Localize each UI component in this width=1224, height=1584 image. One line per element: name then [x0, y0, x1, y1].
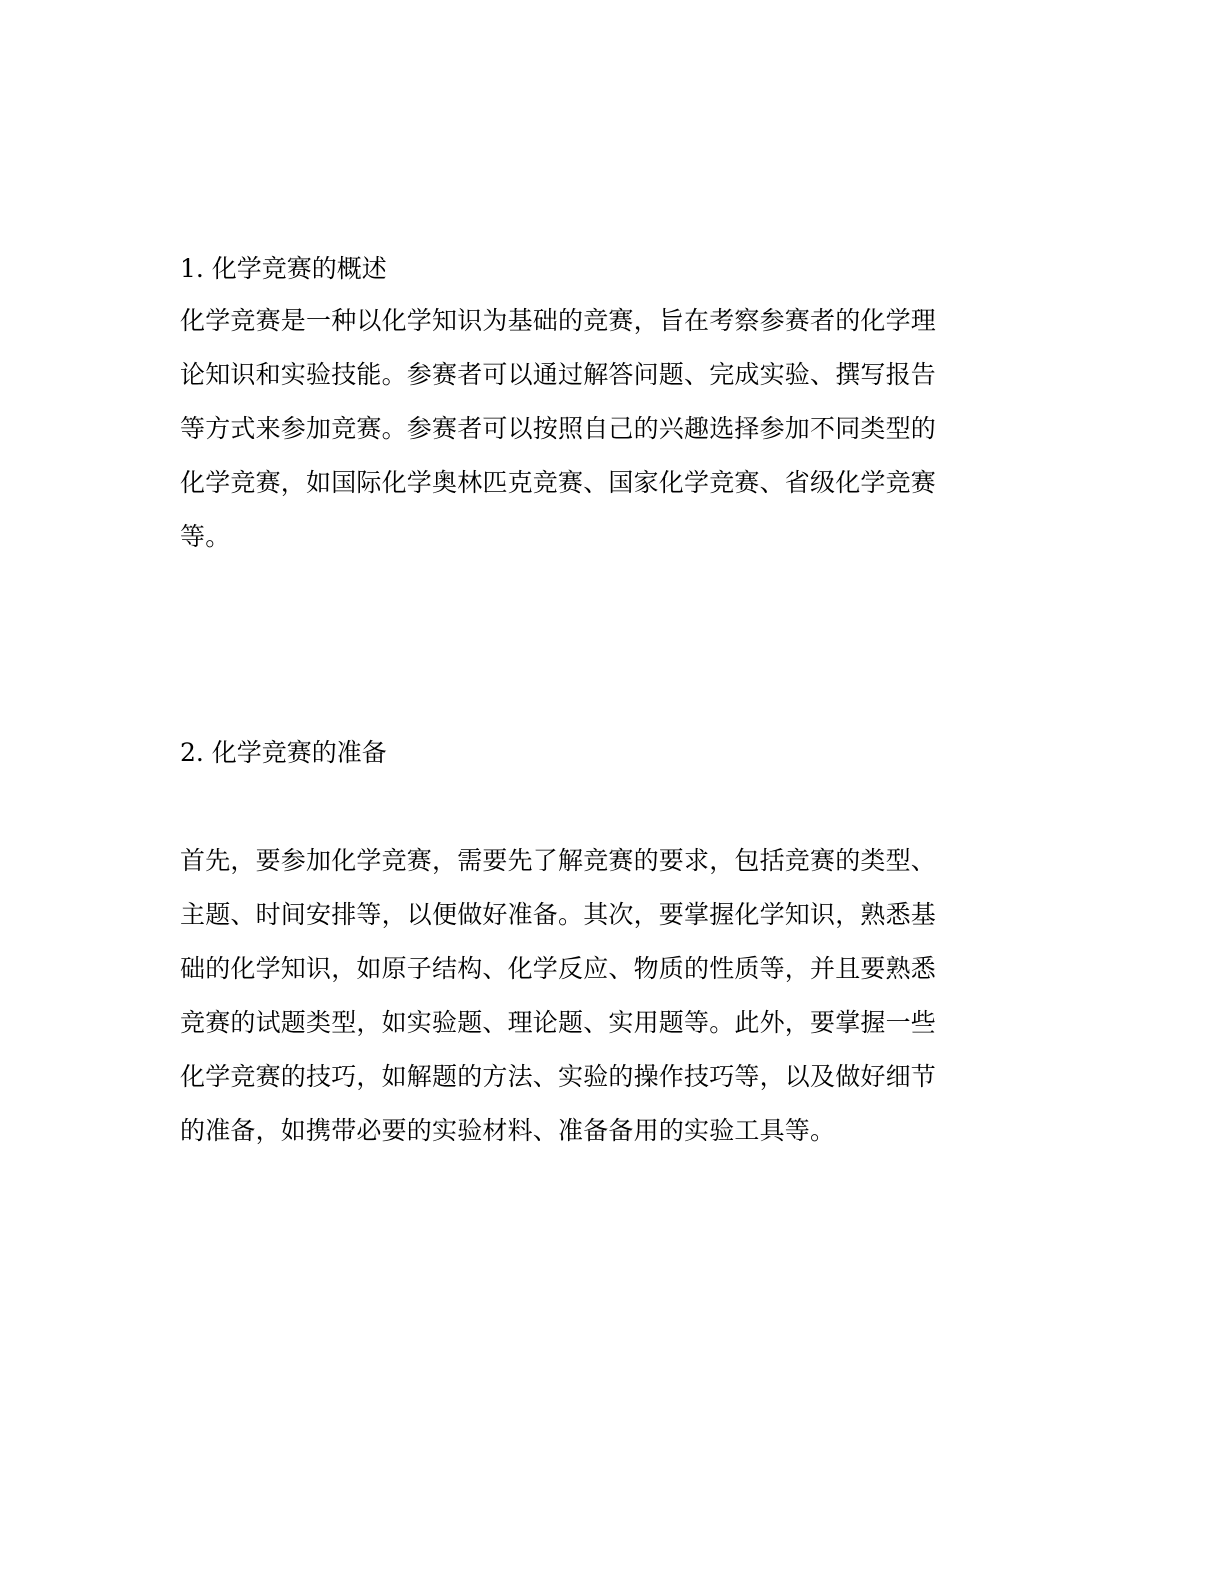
paragraph-line: 竞赛的试题类型，如实验题、理论题、实用题等。此外，要掌握一些 [180, 1008, 937, 1037]
section-heading: 1. 化学竞赛的概述 [180, 254, 387, 283]
paragraph-line: 首先，要参加化学竞赛，需要先了解竞赛的要求，包括竞赛的类型、 [180, 846, 937, 875]
paragraph-line: 的准备，如携带必要的实验材料、准备备用的实验工具等。 [180, 1116, 836, 1145]
section-paragraph [180, 294, 936, 564]
paragraph-line: 主题、时间安排等，以便做好准备。其次，要掌握化学知识，熟悉基 [180, 900, 937, 929]
paragraph-line: 础的化学知识，如原子结构、化学反应、物质的性质等，并且要熟悉 [180, 954, 937, 983]
section-heading: 2. 化学竞赛的准备 [180, 738, 387, 767]
paragraph-line: 论知识和实验技能。参赛者可以通过解答问题、完成实验、撰写报告 [180, 360, 937, 389]
paragraph-line: 等。 [180, 522, 231, 551]
section-paragraph [180, 834, 936, 1158]
paragraph-line: 化学竞赛，如国际化学奥林匹克竞赛、国家化学竞赛、省级化学竞赛 [180, 468, 937, 497]
section-preparation [180, 738, 1020, 1145]
section-overview [180, 254, 1020, 551]
paragraph-line: 化学竞赛的技巧，如解题的方法、实验的操作技巧等，以及做好细节 [180, 1062, 937, 1091]
paragraph-line: 等方式来参加竞赛。参赛者可以按照自己的兴趣选择参加不同类型的 [180, 414, 937, 443]
paragraph-line: 化学竞赛是一种以化学知识为基础的竞赛，旨在考察参赛者的化学理 [180, 306, 937, 335]
